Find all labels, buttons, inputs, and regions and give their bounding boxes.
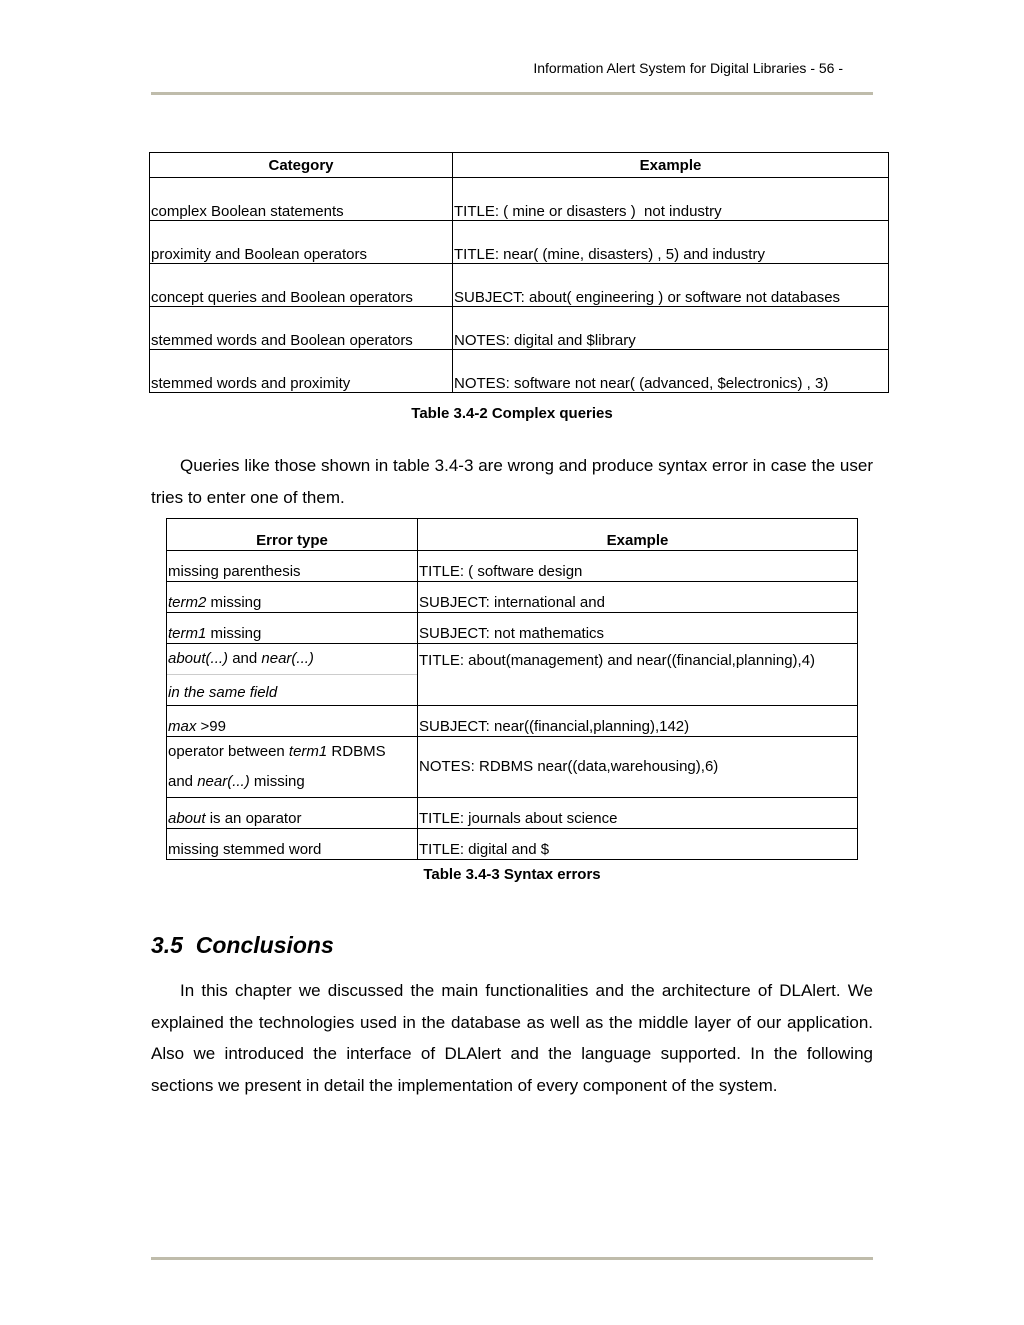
term-italic: in the same field — [168, 684, 278, 701]
cell-error-type: missing parenthesis — [167, 551, 418, 582]
error-text: missing — [206, 625, 262, 642]
table-caption: Table 3.4-2 Complex queries — [411, 405, 613, 422]
error-text: missing — [206, 594, 262, 611]
cell-example: SUBJECT: about( engineering ) or software not databases — [453, 264, 889, 307]
term-italic: max — [168, 718, 197, 735]
error-text: missing — [249, 773, 305, 790]
cell-example: TITLE: about(management) and near((financial,planning),4) — [418, 644, 858, 706]
cell-error-type — [167, 644, 418, 706]
table-row — [150, 307, 889, 350]
cell-error-type: missing stemmed word — [167, 829, 418, 860]
cell-category: complex Boolean statements — [150, 178, 453, 221]
table-header-row — [167, 519, 858, 551]
cell-error-type — [167, 737, 418, 798]
cell-category: concept queries and Boolean operators — [150, 264, 453, 307]
body-paragraph: Queries like those shown in table 3.4-3 are wrong and produce syntax error in case the user tries to enter one of them. — [151, 456, 873, 507]
table-header-row — [150, 153, 889, 178]
cell-example: SUBJECT: not mathematics — [418, 613, 858, 644]
term-italic: term1 — [288, 743, 328, 760]
body-paragraph: In this chapter we discussed the main functionalities and the architecture of DLAlert. We explained the technologies used in the database as well as the middle layer of our application. Also we introduced the interface of DLAlert and the language supported. In the following sections we present in detail the implementation of every component of the system. — [151, 981, 873, 1095]
table-row — [167, 644, 858, 706]
error-line-2 — [167, 767, 417, 797]
term-italic: about(...) — [168, 650, 229, 667]
cell-example: TITLE: near( (mine, disasters) , 5) and industry — [453, 221, 889, 264]
term-italic: about — [168, 810, 206, 827]
error-text: RDBMS — [327, 743, 386, 760]
column-header-example: Example — [418, 519, 858, 551]
term-italic: term1 — [168, 625, 207, 642]
cell-example: NOTES: digital and $library — [453, 307, 889, 350]
cell-example: NOTES: RDBMS near((data,warehousing),6) — [418, 737, 858, 798]
complex-queries-table — [149, 152, 889, 393]
error-line-2 — [167, 674, 417, 705]
term-italic: near(...) — [197, 773, 250, 790]
cell-category: proximity and Boolean operators — [150, 221, 453, 264]
table-caption: Table 3.4-3 Syntax errors — [423, 866, 601, 883]
error-text: and — [228, 650, 262, 667]
column-header-error-type: Error type — [167, 519, 418, 551]
error-text: operator between — [168, 743, 289, 760]
table-row — [150, 350, 889, 393]
error-line-1 — [167, 644, 417, 674]
cell-error-type — [167, 613, 418, 644]
cell-error-type — [167, 798, 418, 829]
table-row — [150, 264, 889, 307]
footer-rule — [151, 1257, 873, 1260]
cell-category: stemmed words and proximity — [150, 350, 453, 393]
cell-example: SUBJECT: near((financial,planning),142) — [418, 706, 858, 737]
section-heading: 3.5 Conclusions — [151, 932, 334, 958]
term-italic: term2 — [168, 594, 207, 611]
error-text: and — [168, 773, 198, 790]
cell-category: stemmed words and Boolean operators — [150, 307, 453, 350]
table-row — [167, 829, 858, 860]
table-row — [167, 798, 858, 829]
cell-error-type — [167, 706, 418, 737]
column-header-category: Category — [150, 153, 453, 178]
table-row — [167, 582, 858, 613]
error-line-1 — [167, 737, 417, 767]
table-row — [167, 551, 858, 582]
table-row — [167, 737, 858, 798]
cell-example: TITLE: ( software design — [418, 551, 858, 582]
error-text: >99 — [196, 718, 226, 735]
cell-example: NOTES: software not near( (advanced, $electronics) , 3) — [453, 350, 889, 393]
table-row — [167, 613, 858, 644]
table-row — [150, 221, 889, 264]
term-italic: near(...) — [261, 650, 314, 667]
running-header: Information Alert System for Digital Libraries - 56 - — [533, 60, 843, 76]
cell-example: TITLE: ( mine or disasters ) not industry — [453, 178, 889, 221]
syntax-errors-table — [166, 518, 858, 860]
error-text: is an oparator — [205, 810, 302, 827]
header-rule — [151, 92, 873, 95]
column-header-example: Example — [453, 153, 889, 178]
table-row — [167, 706, 858, 737]
cell-example: TITLE: journals about science — [418, 798, 858, 829]
cell-example: SUBJECT: international and — [418, 582, 858, 613]
table-row — [150, 178, 889, 221]
cell-error-type — [167, 582, 418, 613]
cell-example: TITLE: digital and $ — [418, 829, 858, 860]
